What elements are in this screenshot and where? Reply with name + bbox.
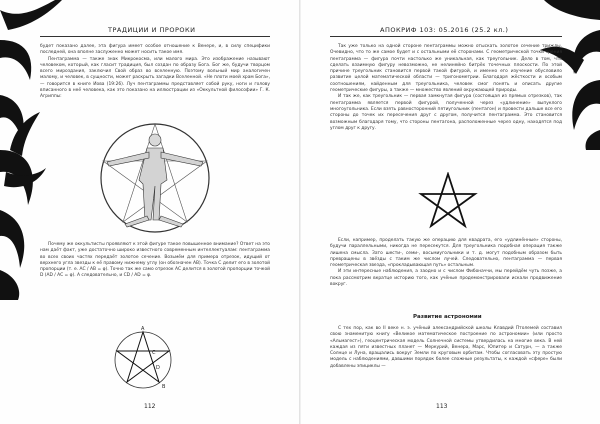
section-heading: Развитие астрономии bbox=[413, 314, 482, 320]
header-rule bbox=[330, 36, 562, 37]
point-label-c: C bbox=[152, 350, 156, 356]
paragraph: Если, например, проделать такую же операцию для квадрата, его «удлинённые» стороны, будучи параллельными, никогда не пересекутся. Для треугольника подобная операция также лишена смысла. Зато шести-, семи-, восьмиугольники и т. д. могут подобным образом быть превращены в звёзды с таким же числом лучей. Следовательно, пентаграмма — первая геометрическая звезда, «прокладывающая путь» остальным. bbox=[330, 238, 562, 269]
paragraph: будет показано далее, эта фигура имеет особое отношение к Венере, и, в силу специфики последней, она вполне заслуженно может носить такое имя. bbox=[40, 44, 270, 56]
right-text-block-2 bbox=[330, 238, 562, 288]
running-head-right: АПОКРИФ 103: 05.2016 (25.2 кл.) bbox=[380, 26, 509, 34]
point-label-b: B bbox=[162, 384, 166, 390]
point-label-a: A bbox=[141, 326, 145, 332]
page-number-left: 112 bbox=[144, 403, 156, 410]
right-page bbox=[300, 0, 600, 424]
paragraph: Пентаграмма — также знак Микрокосма, или малого мира. Это изображение называют человеком, который, как гласит традиция, был создан по образу Бога. Бог же, будучи творцом всего мироздания, заключил Свой образ во вселенную. Поэтому вольный мир аналогичен малому, и человек, в сущности, может раскрыть загадки Вселенной. «Не плоти моей храм Бога», — говорится в книге Иова (19:26). Луч пентаграммы представляет собой руку, ноги и голову вписанного в неё человека, как это показано на иллюстрации из «Оккультной философии» Г. К. Агриппы: bbox=[40, 56, 270, 100]
vitruvian-man-illustration bbox=[97, 120, 213, 236]
header-rule bbox=[40, 36, 270, 37]
running-head-left: ТРАДИЦИИ И ПРОРОКИ bbox=[108, 26, 196, 34]
paragraph: С тех пор, как во II веке н. э. учёный александрийской школы Клавдий Птолемей составил свою знаменитую книгу «Великое математическое построение по астрономии» (или просто «Альмагест»), геоцентрическая модель Солнечной системы утвердилась на многие века. В ней каждая из пяти известных планет — Меркурий, Венера, Марс, Юпитер и Сатурн, — а также Солнце и Луна, вращались вокруг Земли по круговым орбитам. Чтобы согласовать эту простую модель с наблюдениями, давшими порядок более сложные результаты, к каждой «сфере» были добавлены эпициклы — bbox=[330, 326, 562, 369]
pentagram-star-illustration bbox=[418, 172, 478, 230]
paragraph: Почему же оккультисты проявляют к этой фигуре такое повышенное внимание? Ответ на это нам даёт факт, уже достаточно широко известного современным интеллектуалам: пентаграмма во всех своих частях передаёт золотое сечение. Возьмём для примера отрезок, идущий от верхнего угла звезды к её правому нижнему углу (он обозначен AB). Точка C делит его в золотой пропорции (т. е. AC / AB = φ). Точно так же само отрезок AC делится в золотой пропорции точкой D (AD / AC = φ). А следовательно, и CD / AD = φ. bbox=[40, 242, 270, 279]
paragraph: Так уже только на одной стороне пентаграммы можно отыскать золотое сечение трижды. Очевидно, что то же самое будет и с остальными её сторонами. С геометрической точки зрения пентаграмма — фигура почти настолько же уникальная, как треугольник. Дело в том, что сделать взаимную фигуру невозможно, не нелинейно битрёх точечных плоскости. По этой причине треугольник становится первой такой фигурой, и именно его изучение обусловило развитие целой математической области — тригонометрии. Благодаря жёсткости и особым соотношениям, найденным для треугольника, человек смог понять и описать другие геометрические фигуры, а также — множество явлений окружающей природы. bbox=[330, 44, 562, 94]
paragraph: И эти интересные наблюдения, а заодно и с числом Фибоначчи, мы перейдём чуть позже, а пока рассмотрим вкратце историю того, как учёные продемонстрировали искали продвижение вокруг. bbox=[330, 269, 562, 288]
right-text-block-1 bbox=[330, 44, 562, 132]
page-number-right: 113 bbox=[436, 403, 448, 410]
point-label-d: D bbox=[156, 365, 160, 371]
paragraph: И так же, как треугольник — первая замкнутая фигура (состоящая из прямых отрезков), так пентаграмма является первой фигурой, полученной через «удлинение» выпуклого многоугольника. Если взять равносторонний пятиугольник (пентагон) и провести дальше все его стороны до точек их пересечения друг с другом, получится пентаграмма. Это становится возможным благодаря тому, что стороны пентагона, расположенные через одну, находятся под углом друг к другу. bbox=[330, 94, 562, 131]
left-text-block-1 bbox=[40, 44, 270, 101]
right-text-block-3 bbox=[330, 326, 562, 370]
left-text-block-2 bbox=[40, 242, 270, 280]
pentagram-diagram bbox=[108, 322, 178, 392]
